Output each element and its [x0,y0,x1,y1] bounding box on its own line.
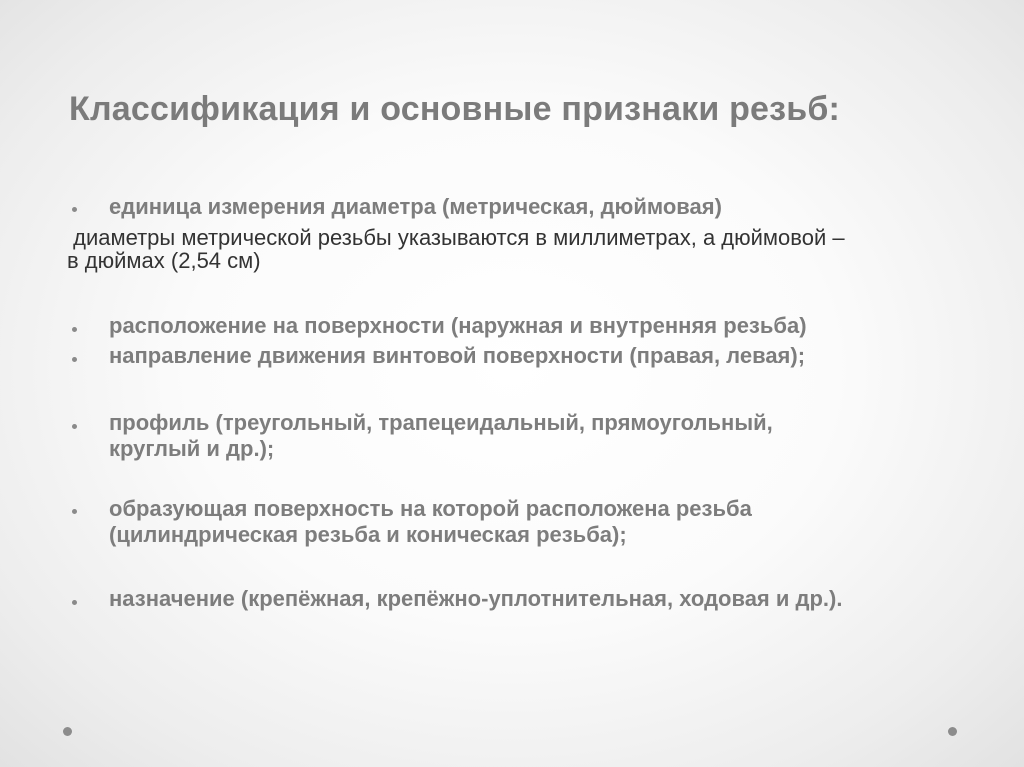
bullet-icon [72,327,77,332]
profile-line-2: круглый и др.); [109,436,275,461]
surface-line-2: (цилиндрическая резьба и коническая резьба); [109,522,627,547]
bullet-item-location: расположение на поверхности (наружная и внутренняя резьба) [109,313,807,338]
bullet-icon [72,600,77,605]
corner-dot-icon [63,727,72,736]
bullet-item-surface [109,496,752,548]
bullet-item-unit: единица измерения диаметра (метрическая, дюймовая) [109,194,722,219]
bullet-icon [72,424,77,429]
bullet-item-direction: направление движения винтовой поверхности (правая, левая); [109,343,806,368]
bullet-item-profile [109,410,773,462]
note-line-2: в дюймах (2,54 см) [67,248,261,273]
bullet-item-purpose: назначение (крепёжная, крепёжно-уплотнительная, ходовая и др.). [109,586,843,611]
diameter-note [67,226,1007,272]
bullet-icon [72,509,77,514]
slide-title: Классификация и основные признаки резьб: [69,90,841,128]
profile-line-1: профиль (треугольный, трапецеидальный, прямоугольный, [109,410,773,435]
bullet-icon [72,357,77,362]
note-line-1: диаметры метрической резьбы указываются в миллиметрах, а дюймовой – [67,225,845,250]
bullet-icon [72,207,77,212]
surface-line-1: образующая поверхность на которой расположена резьба [109,496,752,521]
corner-dot-icon [948,727,957,736]
